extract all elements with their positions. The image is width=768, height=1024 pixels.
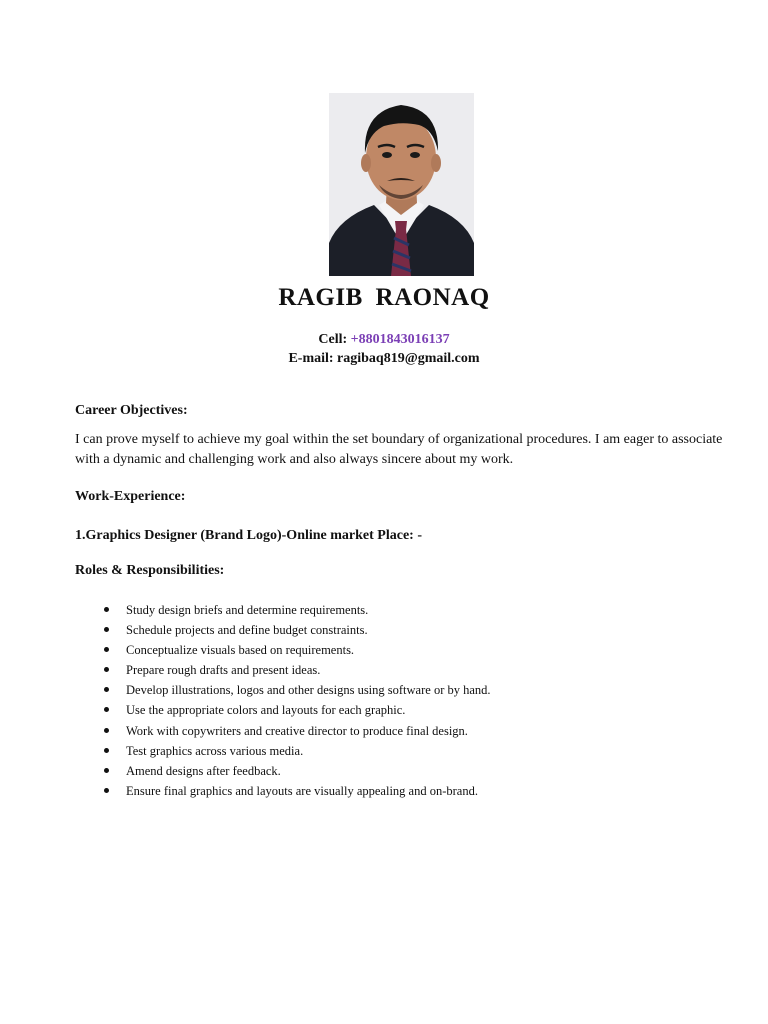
email-address: ragibaq819@gmail.com [337,351,480,366]
cell-contact [0,332,768,348]
bullet-icon [104,768,109,773]
candidate-name: RAGIB RAONAQ [278,284,490,311]
job-title: 1.Graphics Designer (Brand Logo)-Online market Place: - [75,528,422,543]
roles-list [75,600,491,801]
email-contact [0,351,768,367]
bullet-icon [104,707,109,712]
cell-phone-link[interactable]: +8801843016137 [350,332,450,347]
list-item: Prepare rough drafts and present ideas. [75,660,491,680]
bullet-icon [104,687,109,692]
bullet-icon [104,788,109,793]
cell-label: Cell: [318,332,348,347]
list-item: Amend designs after feedback. [75,761,491,781]
roles-heading: Roles & Responsibilities: [75,563,225,578]
career-objectives-text: I can prove myself to achieve my goal within the set boundary of organizational procedures. I am eager to associate with a dynamic and challenging work and also always sincere about my work. [75,432,723,467]
list-item: Work with copywriters and creative director to produce final design. [75,721,491,741]
profile-photo [329,93,474,276]
bullet-icon [104,748,109,753]
email-label: E-mail: [288,351,334,366]
bullet-icon [104,728,109,733]
career-objectives-heading: Career Objectives: [75,403,188,418]
list-item: Schedule projects and define budget constraints. [75,620,491,640]
work-experience-heading: Work-Experience: [75,489,186,504]
list-item: Study design briefs and determine requirements. [75,600,491,620]
bullet-icon [104,667,109,672]
list-item: Conceptualize visuals based on requirements. [75,640,491,660]
list-item: Test graphics across various media. [75,741,491,761]
bullet-icon [104,607,109,612]
list-item: Ensure final graphics and layouts are visually appealing and on-brand. [75,781,491,801]
bullet-icon [104,647,109,652]
list-item: Develop illustrations, logos and other designs using software or by hand. [75,680,491,700]
bullet-icon [104,627,109,632]
list-item: Use the appropriate colors and layouts for each graphic. [75,700,491,720]
